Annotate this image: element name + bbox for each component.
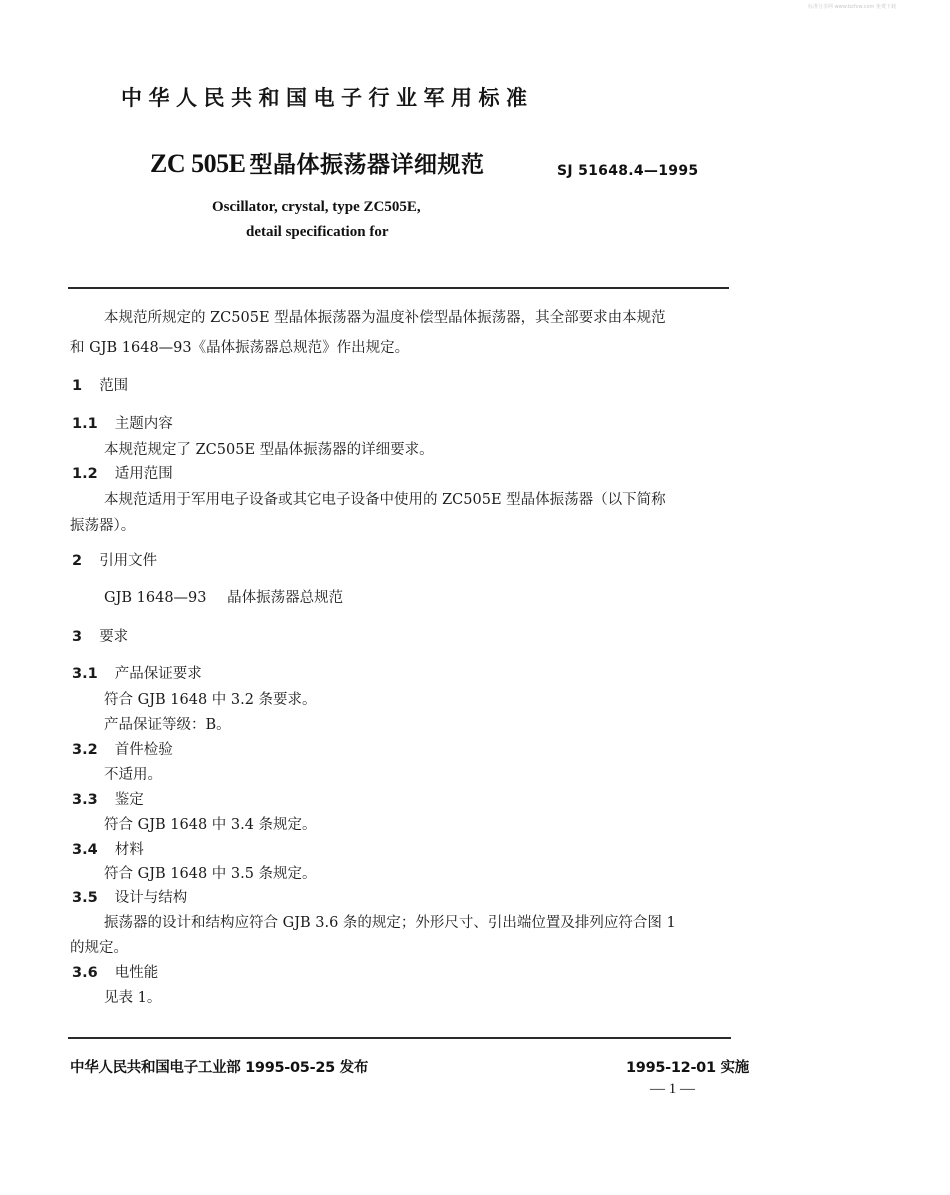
english-title-line-1: Oscillator, crystal, type ZC505E,: [212, 199, 421, 215]
section-number: 3.3: [72, 792, 98, 808]
section-number: 1.2: [72, 466, 98, 482]
section-number: 3.6: [72, 965, 98, 981]
section-number: 3: [72, 629, 83, 645]
section-3-6-heading: [72, 961, 158, 982]
effective-date: 1995-12-01 实施: [626, 1060, 749, 1076]
section-title: 适用范围: [114, 466, 173, 482]
section-3-3-text: 符合 GJB 1648 中 3.4 条规定。: [104, 817, 317, 833]
intro-line-1: 本规范所规定的 ZC505E 型晶体振荡器为温度补偿型晶体振荡器，其全部要求由本规范: [104, 310, 666, 326]
section-number: 2: [72, 553, 83, 569]
section-number: 3.2: [72, 742, 98, 758]
section-title: 要求: [99, 629, 129, 645]
section-1-2-heading: [72, 462, 173, 483]
section-1-2-text-line-2: 振荡器）。: [70, 518, 136, 534]
section-title: 设计与结构: [114, 890, 188, 906]
intro-line-2: 和 GJB 1648—93《晶体振荡器总规范》作出规定。: [70, 340, 410, 356]
document-title: [150, 146, 484, 179]
section-1-1-text: 本规范规定了 ZC505E 型晶体振荡器的详细要求。: [104, 442, 434, 458]
reference-title: 晶体振荡器总规范: [227, 590, 344, 606]
issue-date: 中华人民共和国电子工业部 1995-05-25 发布: [70, 1060, 369, 1076]
header-divider: [68, 287, 729, 289]
document-title-model: ZC 505E: [150, 149, 246, 178]
section-3-3-heading: [72, 788, 144, 809]
section-1-2-text-line-1: 本规范适用于军用电子设备或其它电子设备中使用的 ZC505E 型晶体振荡器（以下简称: [104, 492, 666, 508]
section-3-6-text: 见表 1。: [104, 990, 162, 1006]
section-3-2-heading: [72, 738, 173, 759]
standard-body-heading: 中华人民共和国电子行业军用标准: [121, 86, 534, 110]
section-number: 1: [72, 378, 83, 394]
section-title: 材料: [114, 842, 144, 858]
section-3-4-heading: [72, 838, 144, 859]
section-title: 鉴定: [114, 792, 144, 808]
english-title-line-2: detail specification for: [246, 224, 389, 240]
section-3-heading: [72, 625, 128, 646]
section-title: 产品保证要求: [114, 666, 202, 682]
reference-code: GJB 1648—93: [104, 590, 207, 606]
section-1-1-heading: [72, 412, 173, 433]
standard-code: SJ 51648.4—1995: [557, 163, 699, 179]
section-3-4-text: 符合 GJB 1648 中 3.5 条规定。: [104, 866, 317, 882]
reference-item: [104, 586, 343, 607]
section-title: 主题内容: [114, 416, 173, 432]
section-title: 电性能: [114, 965, 159, 981]
section-title: 范围: [99, 378, 129, 394]
section-3-2-text: 不适用。: [104, 767, 162, 783]
section-3-5-text-line-1: 振荡器的设计和结构应符合 GJB 3.6 条的规定；外形尺寸、引出端位置及排列应符合图 1: [104, 915, 676, 931]
watermark: 标准分享网 www.bzfxw.com 免费下载: [808, 4, 896, 10]
section-1-heading: [72, 374, 128, 395]
footer-divider: [68, 1037, 731, 1039]
section-3-1-text-line-2: 产品保证等级：B。: [104, 717, 231, 733]
section-number: 1.1: [72, 416, 98, 432]
section-3-1-heading: [72, 662, 202, 683]
document-title-text: 型晶体振荡器详细规范: [249, 152, 485, 178]
section-title: 引用文件: [99, 553, 158, 569]
section-3-1-text-line-1: 符合 GJB 1648 中 3.2 条要求。: [104, 692, 317, 708]
section-title: 首件检验: [114, 742, 173, 758]
section-2-heading: [72, 549, 157, 570]
section-3-5-heading: [72, 886, 187, 907]
section-number: 3.1: [72, 666, 98, 682]
page-number: — 1 —: [650, 1081, 695, 1097]
section-number: 3.4: [72, 842, 98, 858]
section-number: 3.5: [72, 890, 98, 906]
section-3-5-text-line-2: 的规定。: [70, 940, 128, 956]
